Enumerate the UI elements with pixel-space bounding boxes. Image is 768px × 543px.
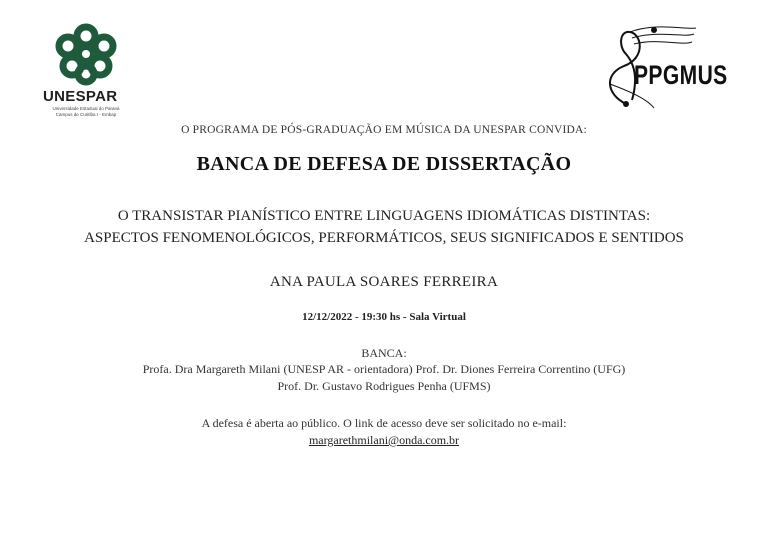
author-name: ANA PAULA SOARES FERREIRA <box>269 274 499 290</box>
thesis-title-line: O TRANSISTAR PIANÍSTICO ENTRE LINGUAGENS IDIOMÁTICAS DISTINTAS: <box>117 208 651 224</box>
unespar-sub-line: Campus de Curitiba I - Embap <box>55 111 117 117</box>
unespar-logo <box>38 22 138 122</box>
banca-members <box>0 361 768 395</box>
public-notice <box>0 415 768 449</box>
notice-text: A defesa é aberta ao público. O link de acesso deve ser solicitado no e-mail: <box>201 416 567 430</box>
unespar-emblem-icon <box>46 22 126 86</box>
ppgmus-logo-name: PPGMUS <box>634 60 728 90</box>
banca-member-line: Profa. Dra Margareth Milani (UNESP AR - orientadora) Prof. Dr. Diones Ferreira Correntino (UFG) <box>142 362 626 376</box>
banca-heading: BANCA: <box>361 346 407 360</box>
date-time-location: 12/12/2022 - 19:30 hs - Sala Virtual <box>302 311 466 323</box>
unespar-sub-line: Universidade Estadual do Paraná <box>52 106 120 111</box>
unespar-logo-name: UNESPAR <box>43 88 118 105</box>
invite-line: O PROGRAMA DE PÓS-GRADUAÇÃO EM MÚSICA DA UNESPAR CONVIDA: <box>181 124 587 136</box>
banca-member-line: Prof. Dr. Gustavo Rodrigues Penha (UFMS) <box>277 379 491 393</box>
thesis-title-line: ASPECTOS FENOMENOLÓGICOS, PERFORMÁTICOS, SEUS SIGNIFICADOS E SENTIDOS <box>84 230 684 246</box>
contact-email-link[interactable]: margarethmilani@onda.com.br <box>308 433 460 447</box>
ppgmus-logo <box>596 24 736 114</box>
unespar-logo-subtitle <box>38 106 134 117</box>
thesis-title <box>0 205 768 249</box>
page-title: BANCA DE DEFESA DE DISSERTAÇÃO <box>196 153 572 175</box>
